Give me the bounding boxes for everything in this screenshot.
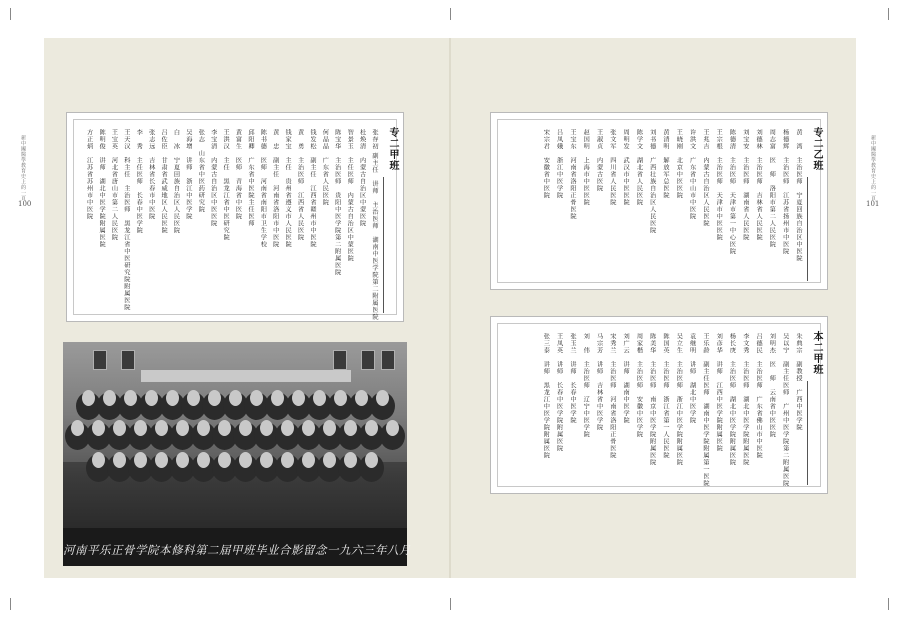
window: [121, 350, 135, 370]
name-entry: 张文军 四川省人民医院: [608, 129, 616, 206]
name-entry: 张玉兰 讲师 长春中医学院: [568, 333, 576, 424]
name-entry: 陈国英 主治医师 浙江省第一人民医院: [662, 333, 670, 459]
name-entry: 方正炳 江苏省苏州市中医院: [85, 129, 93, 220]
name-entry: 陈美华 主治医师 南京中医学院附属医院: [648, 333, 656, 466]
panel-zhuan-er-yi: [490, 112, 828, 290]
building-sign: [141, 370, 351, 382]
entry-list-ben-er-jia: [535, 333, 802, 487]
name-entry: 张存初 副主任 讲师 主治医师 湖南中医学院第二附属医院: [371, 129, 378, 321]
name-entry: 邱阳卿 广东省中医院主任医师: [246, 129, 254, 227]
name-entry: 吴海增 讲师 浙江中医学院: [184, 129, 192, 220]
name-entry: 张志 山东省中医药研究院: [197, 129, 205, 213]
window: [333, 350, 347, 370]
name-entry: 李 秀 主任医师 长春中医学院: [135, 129, 143, 234]
section-title-zhuan-er-yi: 专二乙班: [811, 127, 822, 171]
name-entry: 王宗根 主治医师 天津市中医医院: [715, 129, 723, 241]
name-entry: 吴以宁 副主任医师 广州中医学院第二附属医院: [781, 333, 789, 487]
name-entry: 朱典宗 副教授 广西中医学院: [795, 333, 802, 431]
name-entry: 杨长庚 主治医师 湖北中医学院附属医院: [728, 333, 736, 466]
name-entry: 杜焕清 内蒙古自治区中蒙医院: [358, 129, 366, 227]
name-entry: 周志富 医 师 洛阳市第二人民医院: [768, 129, 776, 248]
name-entry: 马宗芳 讲师 吉林省中医学院: [595, 333, 603, 431]
name-entry: 许洪文 广东省中山市中医院: [688, 129, 696, 220]
section-rule: [807, 381, 808, 485]
name-entry: 周家楷 主治医师 安徽中医学院: [635, 333, 643, 438]
window: [93, 350, 107, 370]
panel-zhuan-er-jia: [66, 112, 404, 322]
panel-ben-er-jia: [490, 316, 828, 494]
name-entry: 白 冰 宁夏回族自治区人民医院: [172, 129, 180, 234]
name-entry: 钱发松 副主任 江西省赣州市中医院: [308, 129, 316, 248]
people-row-front: [63, 452, 407, 468]
name-entry: 王宝英 河北省唐山市第二人民医院: [110, 129, 118, 241]
crop-mark: [10, 8, 11, 20]
name-entry: 杨德辉 主治医师 江苏省扬州市中医院: [781, 129, 789, 255]
name-entry: 黄 忠 副主任 河南省洛阳市中医院: [271, 129, 279, 248]
crop-mark: [10, 598, 11, 610]
page-number-left: 100: [18, 200, 32, 208]
name-entry: 吕凤娥 浙江中医学院: [555, 129, 563, 199]
name-entry: 刘广云 讲师 湖南中医学院: [622, 333, 630, 424]
name-entry: 刘宝安 主治医师 湖南省人民医院: [741, 129, 749, 241]
name-entry: 赵国明 上海市中医医院: [582, 129, 590, 206]
name-entry: 王宝东 河南省洛阳正骨医院: [568, 129, 576, 220]
name-entry: 宋秀兰 主治医师 河南省洛阳正骨医院: [608, 333, 616, 459]
name-entry: 张三泰 讲师 黑龙江中医学院附属医院: [542, 333, 550, 459]
name-entry: 钱家宝 主任 贵州省遵义市人民医院: [284, 129, 292, 248]
name-entry: 刘明杰 医 师 云南省中医医院: [768, 333, 776, 438]
entry-list-zhuan-er-yi: [535, 129, 801, 279]
name-entry: 王乐龄 副主任医师 湖南中医学院附属第一医院: [701, 333, 709, 487]
page-number-right: 101: [866, 200, 880, 208]
name-entry: 王晓刚 北京中医医院: [675, 129, 683, 199]
name-entry: 智景玉 主任医师 内蒙古自治区中蒙医院: [346, 129, 354, 262]
name-entry: 刘 伟 主治医师 辽宁中医学院: [582, 333, 590, 438]
window: [381, 350, 395, 370]
gutter: [449, 38, 451, 578]
crop-mark: [888, 8, 889, 20]
section-title-zhuan-er-jia: 专二甲班: [387, 127, 398, 171]
name-entry: 黄富生 医师 青海省中医院: [234, 129, 242, 220]
section-title-ben-er-jia: 本二甲班: [811, 331, 822, 375]
name-entry: 吴立生 主治医师 浙江中医学院附属医院: [675, 333, 683, 466]
name-entry: 王兆吉 内蒙古自治区人民医院: [701, 129, 709, 227]
running-title-right: 新中國醫學教育史上的一頁: [870, 135, 876, 201]
name-entry: 刘彦华 讲师 江西中医学院附属医院: [715, 333, 723, 452]
name-entry: 黄 勇 主治医师 江西省人民医院: [296, 129, 304, 241]
photo-caption: 河南平乐正骨学院本修科第二届甲班毕业合影留念一九六三年八月: [63, 543, 411, 557]
name-entry: 何晶晶 广东省人民医院: [321, 129, 329, 206]
section-rule: [807, 177, 808, 281]
running-title-left: 新中國醫學教育史上的一頁: [20, 135, 26, 201]
name-entry: 李文秀 主治医师 湖北中医学院附属医院: [741, 333, 749, 466]
name-entry: 陈德清 主治医师 天津市第一中心医院: [728, 129, 736, 255]
name-entry: 陈书德 医师 河南省南阳市卫生学校: [259, 129, 267, 248]
name-entry: 陈宝华 主治医师 贵阳中医学院第二附属医院: [333, 129, 341, 276]
name-entry: 宋宗君 安徽省中医院: [542, 129, 550, 199]
crop-mark: [450, 598, 451, 610]
name-entry: 袁继明 讲师 湖北中医学院: [688, 333, 696, 424]
name-entry: 王凤英 讲师 长春中医学院附属医院: [555, 333, 563, 452]
entry-list-zhuan-er-jia: [79, 129, 378, 321]
name-entry: 吕佐臣 甘肃省武威地区人民医院: [160, 129, 168, 234]
name-entry: 陈学文 湖北省人民医院: [635, 129, 643, 206]
name-entry: 刘德林 主治医师 吉林省人民医院: [755, 129, 763, 241]
people-row-middle: [63, 420, 407, 436]
people-row-back: [63, 390, 407, 406]
window: [361, 350, 375, 370]
name-entry: 陈明俊 讲师 湖北中医学院附属医院: [98, 129, 106, 248]
name-entry: 张志远 吉林省长春市中医院: [147, 129, 155, 220]
section-rule: [383, 177, 384, 313]
name-entry: 王洪汉 主任 黑龙江省中医研究院: [222, 129, 230, 241]
name-entry: 黄 湾 主治医师 宁夏回族自治区中医院: [795, 129, 802, 262]
name-entry: 吕德民 主治医师 广东省佛山市中医院: [755, 333, 763, 459]
name-entry: 周明发 武汉市中医医院: [622, 129, 630, 206]
name-entry: 王天汉 科主任 主治医师 黑龙江省中医研究院附属医院: [122, 129, 130, 311]
name-entry: 黄清明 解放军总医院: [662, 129, 670, 199]
crop-mark: [888, 598, 889, 610]
name-entry: 王淑贞 内蒙古医院: [595, 129, 603, 192]
name-entry: 刘书德 广西壮族自治区人民医院: [648, 129, 656, 234]
graduation-photo: [63, 342, 411, 566]
name-entry: 李宝清 内蒙古自治区中医医院: [209, 129, 217, 227]
crop-mark: [450, 8, 451, 20]
